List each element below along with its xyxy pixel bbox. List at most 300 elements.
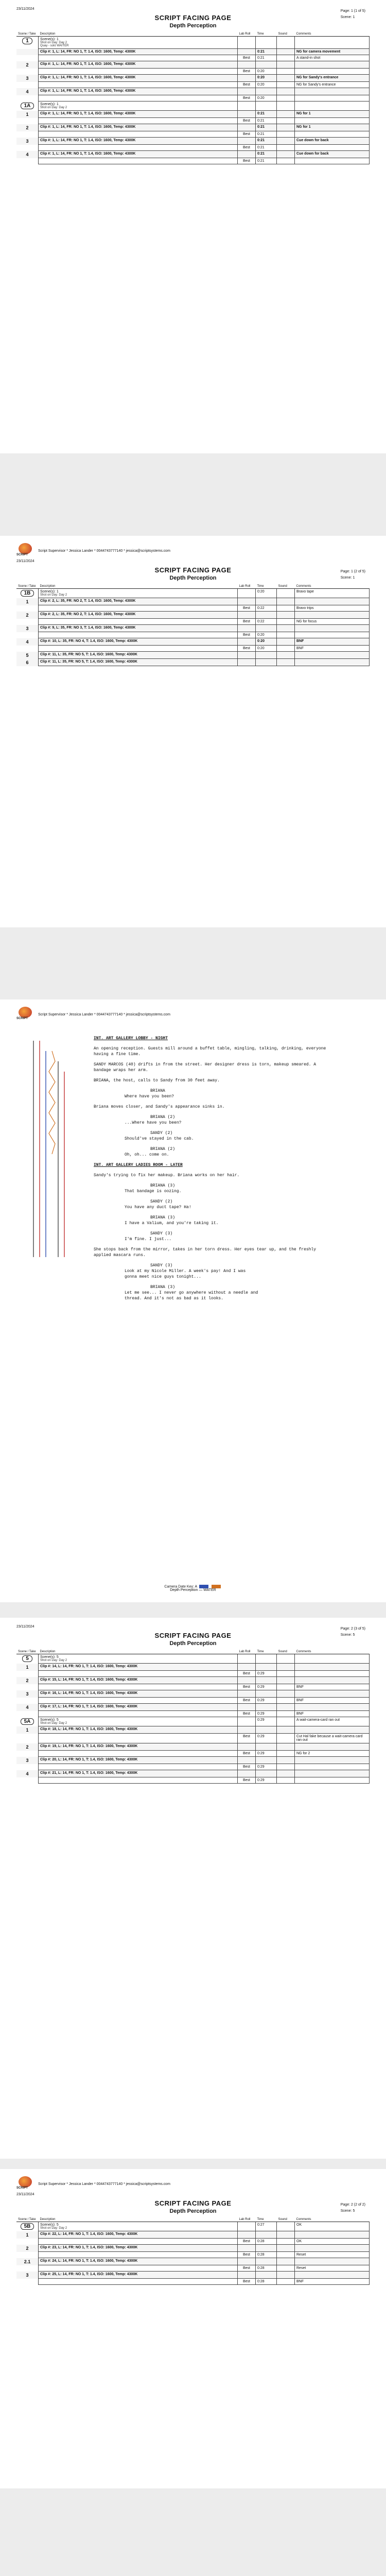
table-row [16, 1751, 370, 1757]
lab-roll: Best [238, 2265, 256, 2272]
table-row [16, 69, 370, 75]
scene-number: 2.1 [24, 2259, 31, 2264]
lab-roll [238, 1654, 256, 1664]
lab-roll [238, 2231, 256, 2239]
lab-roll [238, 49, 256, 55]
column-header: Time [256, 32, 277, 37]
take-description [39, 131, 238, 138]
take-comment: Bravo tape [295, 589, 370, 598]
sound-cell [277, 138, 295, 145]
sound-cell [277, 2258, 295, 2265]
take-description [39, 1684, 238, 1690]
table-row [16, 2272, 370, 2279]
take-time [256, 1726, 277, 1734]
sound-cell [277, 111, 295, 118]
take-description [39, 1751, 238, 1757]
sound-cell [277, 598, 295, 605]
take-comment [295, 612, 370, 619]
lab-roll [238, 1677, 256, 1684]
scene-number: 1 [26, 1727, 29, 1733]
take-time: 0:21 [256, 111, 277, 118]
take-comment: Cut Hal fake because a wait-camera card ran out [295, 1734, 370, 1743]
sound-cell [277, 61, 295, 69]
take-comment: NG for Sandy's entrance [295, 75, 370, 82]
take-comment: Cue down for back [295, 151, 370, 158]
take-comment [295, 1777, 370, 1784]
take-description: Scene(s): 1 Shot on Day: Day 2 [39, 101, 238, 111]
report-title: SCRIPT FACING PAGE [154, 14, 232, 22]
sound-cell [277, 101, 295, 111]
take-time: 0:29 [256, 1777, 277, 1784]
take-time: 0:29 [256, 1684, 277, 1690]
table-row [16, 88, 370, 95]
take-comment [295, 625, 370, 632]
take-comment: NG for 2 [295, 1751, 370, 1757]
report-subtitle: Depth Perception [169, 1640, 217, 1647]
table-row [16, 1671, 370, 1677]
table-row [16, 589, 370, 598]
lab-roll: Best [238, 118, 256, 124]
takes-table [16, 584, 370, 666]
take-comment: NG for 1 [295, 111, 370, 118]
table-row [16, 49, 370, 55]
take-description [39, 646, 238, 652]
table-row [16, 75, 370, 82]
sound-cell [277, 2272, 295, 2279]
supervisor-header [16, 2176, 370, 2192]
take-time: 0:29 [256, 1764, 277, 1770]
scene-number: 3 [26, 1757, 29, 1763]
take-time: 0:21 [256, 124, 277, 131]
table-row [16, 646, 370, 652]
lab-roll: Best [238, 95, 256, 101]
take-time [256, 2272, 277, 2279]
column-header: Description [39, 2217, 238, 2222]
take-comment: Reset [295, 2265, 370, 2272]
lab-roll: Best [238, 55, 256, 61]
table-row [16, 612, 370, 619]
table-row [16, 124, 370, 131]
lab-roll [238, 61, 256, 69]
scene-number: 1 [26, 1664, 29, 1670]
scene-label: Scene: 5 [340, 1633, 355, 1637]
table-row [16, 1757, 370, 1764]
sound-cell [277, 82, 295, 88]
sound-cell [277, 652, 295, 659]
lab-roll [238, 2258, 256, 2265]
sound-cell [277, 158, 295, 164]
supervisor-line: Script Supervisor * Jessica Lander * 0044743777140 * jessica@scriptsystems.com [38, 2182, 170, 2186]
take-comment: BNF [295, 1684, 370, 1690]
scene-number: 2 [26, 612, 29, 618]
take-comment [295, 101, 370, 111]
table-row [16, 632, 370, 638]
take-description [39, 1711, 238, 1717]
lab-roll [238, 1770, 256, 1777]
scene-number: 2 [26, 62, 29, 67]
scene-number: 2 [26, 1744, 29, 1750]
dialogue-line: That bandage is oozing. [125, 1189, 182, 1194]
page-meta [341, 2202, 365, 2214]
take-time: 0:20 [256, 69, 277, 75]
take-time: 0:21 [256, 55, 277, 61]
column-header: Time [256, 584, 277, 589]
take-description [39, 82, 238, 88]
action-line: Briana moves closer, and Sandy's appearance sinks in. [94, 1105, 225, 1109]
take-description [39, 69, 238, 75]
scene-number: 1 [26, 111, 29, 117]
take-description: Clip #: 1, L: 14, FR: NO 1, T: 1.4, ISO: 1600, Temp: 4300K [39, 88, 238, 95]
take-time [256, 1704, 277, 1711]
column-header: Sound [277, 32, 295, 37]
lab-roll: Best [238, 1751, 256, 1757]
take-description: Scene(s): 5 Shot on Day: Day 2 [39, 1717, 238, 1726]
column-header: Comments [295, 2217, 370, 2222]
take-time: 0:20 [256, 82, 277, 88]
sound-cell [277, 118, 295, 124]
sound-cell [277, 605, 295, 612]
table-row [16, 2258, 370, 2265]
column-header: Lab Roll [238, 2217, 256, 2222]
sound-cell [277, 1743, 295, 1751]
swatch-blue [199, 1585, 208, 1588]
sound-cell [277, 1671, 295, 1677]
take-time: 0:21 [256, 158, 277, 164]
take-comment [295, 1690, 370, 1698]
sound-cell [277, 55, 295, 61]
take-time [256, 61, 277, 69]
take-description: Scene(s): 1 Shot on Day: Day 2 [39, 589, 238, 598]
facing-page-4 [0, 2169, 386, 2488]
column-header: Sound [277, 2217, 295, 2222]
scene-number: 2 [26, 125, 29, 130]
takes-table [16, 2217, 370, 2285]
take-description [39, 55, 238, 61]
lab-roll: Best [238, 145, 256, 151]
character-cue: BRIANA [150, 1089, 165, 1093]
take-time [256, 2258, 277, 2265]
facing-page-3 [0, 1618, 386, 2159]
take-comment [295, 118, 370, 124]
table-row [16, 138, 370, 145]
lab-roll: Best [238, 1698, 256, 1704]
lab-roll [238, 75, 256, 82]
take-comment: OK [295, 2222, 370, 2231]
take-time: 0:27 [256, 2222, 277, 2231]
supervisor-line: Script Supervisor * Jessica Lander * 0044743777140 * jessica@scriptsystems.com [38, 549, 170, 553]
take-comment: BNF [295, 646, 370, 652]
take-description: Clip #: 22, L: 14, FR: NO 1, T: 1.4, ISO: 1600, Temp: 4300K [39, 2231, 238, 2239]
lab-roll: Best [238, 2252, 256, 2258]
character-cue: BRIANA (2) [150, 1115, 176, 1120]
column-header: Time [256, 1650, 277, 1654]
lab-roll [238, 2222, 256, 2231]
column-header: Description [39, 32, 238, 37]
scene-number: 5B [21, 2223, 34, 2230]
sound-cell [277, 632, 295, 638]
table-row [16, 82, 370, 88]
take-comment: BNF [295, 638, 370, 646]
take-description: Scene(s): 5 Shot on Day: Day 2 [39, 1654, 238, 1664]
take-time: 0:28 [256, 2279, 277, 2285]
table-row [16, 605, 370, 612]
take-comment: NG for camera movement [295, 49, 370, 55]
lab-roll [238, 1717, 256, 1726]
scene-number: 3 [26, 2272, 29, 2278]
take-time: 0:21 [256, 131, 277, 138]
table-row [16, 55, 370, 61]
take-comment [295, 1743, 370, 1751]
take-description [39, 145, 238, 151]
lab-roll: Best [238, 646, 256, 652]
sound-cell [277, 1734, 295, 1743]
sound-cell [277, 131, 295, 138]
column-header: Scene / Take [16, 1650, 39, 1654]
take-description: Clip #: 21, L: 14, FR: NO 1, T: 1.4, ISO: 1600, Temp: 4300K [39, 1770, 238, 1777]
character-cue: BRIANA (3) [150, 1215, 176, 1220]
takes-table [16, 1650, 370, 1784]
dialogue-line: Let me see... I never go anywhere without a needle and thread. And it's not as bad as it looks. [125, 1291, 261, 1301]
sound-cell [277, 589, 295, 598]
take-time: 0:20 [256, 638, 277, 646]
lab-roll: Best [238, 1671, 256, 1677]
table-row [16, 1711, 370, 1717]
column-header: Lab Roll [238, 1650, 256, 1654]
take-time: 0:20 [256, 589, 277, 598]
take-description: Clip #: 20, L: 14, FR: NO 1, T: 1.4, ISO: 1600, Temp: 4300K [39, 1757, 238, 1764]
sound-cell [277, 49, 295, 55]
take-description: Clip #: 17, L: 14, FR: NO 1, T: 1.4, ISO: 1600, Temp: 4300K [39, 1704, 238, 1711]
table-row [16, 1734, 370, 1743]
script-logo: SCRIPT [16, 1007, 34, 1022]
sound-cell [277, 1764, 295, 1770]
take-comment [295, 1677, 370, 1684]
sound-cell [277, 1726, 295, 1734]
take-time [256, 2245, 277, 2252]
report-title: SCRIPT FACING PAGE [154, 566, 232, 574]
sound-cell [277, 646, 295, 652]
take-comment [295, 1654, 370, 1664]
report-title: SCRIPT FACING PAGE [154, 1632, 232, 1639]
take-time: 0:28 [256, 2265, 277, 2272]
dialogue-line: Look at my Nicole Miller. A week's pay! And I was gonna meet nice guys tonight... [125, 1269, 249, 1279]
table-row [16, 111, 370, 118]
character-cue: SANDY (2) [150, 1199, 173, 1204]
table-row [16, 2279, 370, 2285]
take-description: Clip #: 1, L: 14, FR: NO 1, T: 1.4, ISO: 1600, Temp: 4300K [39, 75, 238, 82]
take-description [39, 619, 238, 625]
column-header: Sound [277, 584, 295, 589]
table-row [16, 2252, 370, 2258]
lab-roll [238, 1743, 256, 1751]
take-comment [295, 2258, 370, 2265]
sound-cell [277, 1777, 295, 1784]
take-time: 0:20 [256, 632, 277, 638]
scene-number: 1 [26, 2232, 29, 2238]
scene-number: 4 [26, 1704, 29, 1710]
table-row [16, 2245, 370, 2252]
take-comment: NG for Sandy's entrance [295, 82, 370, 88]
lab-roll [238, 589, 256, 598]
report-date: 23/11/2024 [16, 7, 34, 11]
table-row [16, 2222, 370, 2231]
lab-roll [238, 659, 256, 666]
table-row [16, 1698, 370, 1704]
sound-cell [277, 1690, 295, 1698]
table-row [16, 659, 370, 666]
sound-cell [277, 1704, 295, 1711]
character-cue: BRIANA (3) [150, 1183, 176, 1188]
scene-number: 4 [26, 151, 29, 157]
sound-cell [277, 2265, 295, 2272]
column-header: Description [39, 1650, 238, 1654]
lab-roll [238, 37, 256, 49]
facing-page-1 [0, 0, 386, 453]
lab-roll [238, 88, 256, 95]
scene-label: Scene: 5 [340, 2209, 355, 2213]
lab-roll: Best [238, 605, 256, 612]
lab-roll [238, 138, 256, 145]
lab-roll: Best [238, 1764, 256, 1770]
sound-cell [277, 619, 295, 625]
take-comment: NG for 1 [295, 124, 370, 131]
table-row [16, 1743, 370, 1751]
take-time [256, 625, 277, 632]
sound-cell [277, 69, 295, 75]
scene-number: 1B [21, 590, 34, 597]
table-row [16, 2265, 370, 2272]
facing-page-2 [0, 536, 386, 927]
take-comment [295, 1764, 370, 1770]
take-comment [295, 95, 370, 101]
take-comment [295, 1757, 370, 1764]
lab-roll [238, 652, 256, 659]
character-cue: BRIANA (2) [150, 1147, 176, 1151]
sound-cell [277, 2252, 295, 2258]
sound-cell [277, 1770, 295, 1777]
take-time [256, 37, 277, 49]
take-time [256, 88, 277, 95]
table-row [16, 1717, 370, 1726]
character-cue: SANDY (3) [150, 1231, 173, 1236]
script-text [94, 1036, 330, 1301]
script-logo: SCRIPT [16, 543, 34, 558]
action-line: An opening reception. Guests mill around a buffet table, mingling, talking, drinking, everyone having a fine time. [94, 1046, 329, 1057]
swatch-orange [212, 1585, 221, 1588]
lab-roll [238, 111, 256, 118]
sound-cell [277, 1717, 295, 1726]
take-comment [295, 2231, 370, 2239]
sound-cell [277, 2279, 295, 2285]
take-description: Clip #: 24, L: 14, FR: NO 1, T: 1.4, ISO: 1600, Temp: 4300K [39, 2258, 238, 2265]
take-comment [295, 1704, 370, 1711]
report-subtitle: Depth Perception [169, 2208, 217, 2214]
take-description: Clip #: 1, L: 14, FR: NO 1, T: 1.4, ISO: 1600, Temp: 4300K [39, 111, 238, 118]
scene-label: Scene: 1 [340, 15, 355, 19]
take-comment: Cue down for back [295, 138, 370, 145]
footer-title: Depth Perception — WATER [170, 1588, 216, 1592]
take-comment [295, 131, 370, 138]
take-time [256, 1654, 277, 1664]
table-row [16, 131, 370, 138]
sound-cell [277, 124, 295, 131]
script-logo: SCRIPT [16, 2176, 34, 2192]
column-header: Comments [295, 1650, 370, 1654]
lab-roll: Best [238, 1777, 256, 1784]
take-description: Scene(s): 1 Shot on Day: Day 2 Quay - solo WAITER [39, 37, 238, 49]
take-description [39, 95, 238, 101]
take-time [256, 612, 277, 619]
page-footer [0, 1585, 386, 1592]
scene-number: 5A [21, 1718, 34, 1725]
take-time [256, 1770, 277, 1777]
lab-roll: Best [238, 632, 256, 638]
take-description [39, 1734, 238, 1743]
take-comment [295, 145, 370, 151]
take-time [256, 2231, 277, 2239]
scene-number: 2 [26, 2245, 29, 2251]
column-header: Scene / Take [16, 32, 39, 37]
table-row [16, 2231, 370, 2239]
take-time: 0:21 [256, 151, 277, 158]
take-time: 0:29 [256, 1671, 277, 1677]
lab-roll: Best [238, 131, 256, 138]
report-subtitle: Depth Perception [169, 575, 217, 581]
sound-cell [277, 151, 295, 158]
table-row [16, 1764, 370, 1770]
take-description: Clip #: 10, L: 35, FR: NO 4, T: 1.4, ISO: 1600, Temp: 4300K [39, 638, 238, 646]
sound-cell [277, 2245, 295, 2252]
take-comment [295, 69, 370, 75]
table-row [16, 118, 370, 124]
take-comment [295, 659, 370, 666]
dialogue-line: I have a Valium, and you're taking it. [125, 1221, 219, 1226]
take-description: Clip #: 23, L: 14, FR: NO 1, T: 1.4, ISO: 1600, Temp: 4300K [39, 2245, 238, 2252]
lab-roll [238, 101, 256, 111]
table-row [16, 145, 370, 151]
take-time [256, 598, 277, 605]
take-time [256, 659, 277, 666]
page-label: Page: 2 (3 of 5) [340, 1627, 365, 1631]
take-description: Clip #: 11, L: 35, FR: NO 5, T: 1.4, ISO: 1600, Temp: 4300K [39, 652, 238, 659]
lab-roll [238, 124, 256, 131]
table-row [16, 1690, 370, 1698]
take-description: Clip #: 18, L: 14, FR: NO 1, T: 1.4, ISO: 1600, Temp: 4300K [39, 1726, 238, 1734]
report-subtitle: Depth Perception [169, 23, 217, 29]
take-description: Clip #: 1, L: 14, FR: NO 1, T: 1.4, ISO: 1600, Temp: 4300K [39, 151, 238, 158]
scene-number: 3 [26, 75, 29, 81]
sound-cell [277, 37, 295, 49]
take-description: Clip #: 19, L: 14, FR: NO 1, T: 1.4, ISO: 1600, Temp: 4300K [39, 1743, 238, 1751]
take-comment [295, 1664, 370, 1671]
take-comment [295, 37, 370, 49]
scene-number: 1 [22, 38, 32, 44]
take-comment: A stand-in shot [295, 55, 370, 61]
take-description: Clip #: 15, L: 14, FR: NO 1, T: 1.4, ISO: 1600, Temp: 4300K [39, 1677, 238, 1684]
take-description: Clip #: 2, L: 35, FR: NO 2, T: 1.4, ISO: 1600, Temp: 4300K [39, 612, 238, 619]
sound-cell [277, 659, 295, 666]
take-comment: Bravo trips [295, 605, 370, 612]
sound-cell [277, 1677, 295, 1684]
column-header: Time [256, 2217, 277, 2222]
sound-cell [277, 1711, 295, 1717]
page-meta [341, 1626, 365, 1638]
take-description [39, 1698, 238, 1704]
table-row [16, 638, 370, 646]
column-header: Comments [295, 584, 370, 589]
take-description [39, 1764, 238, 1770]
sound-cell [277, 95, 295, 101]
